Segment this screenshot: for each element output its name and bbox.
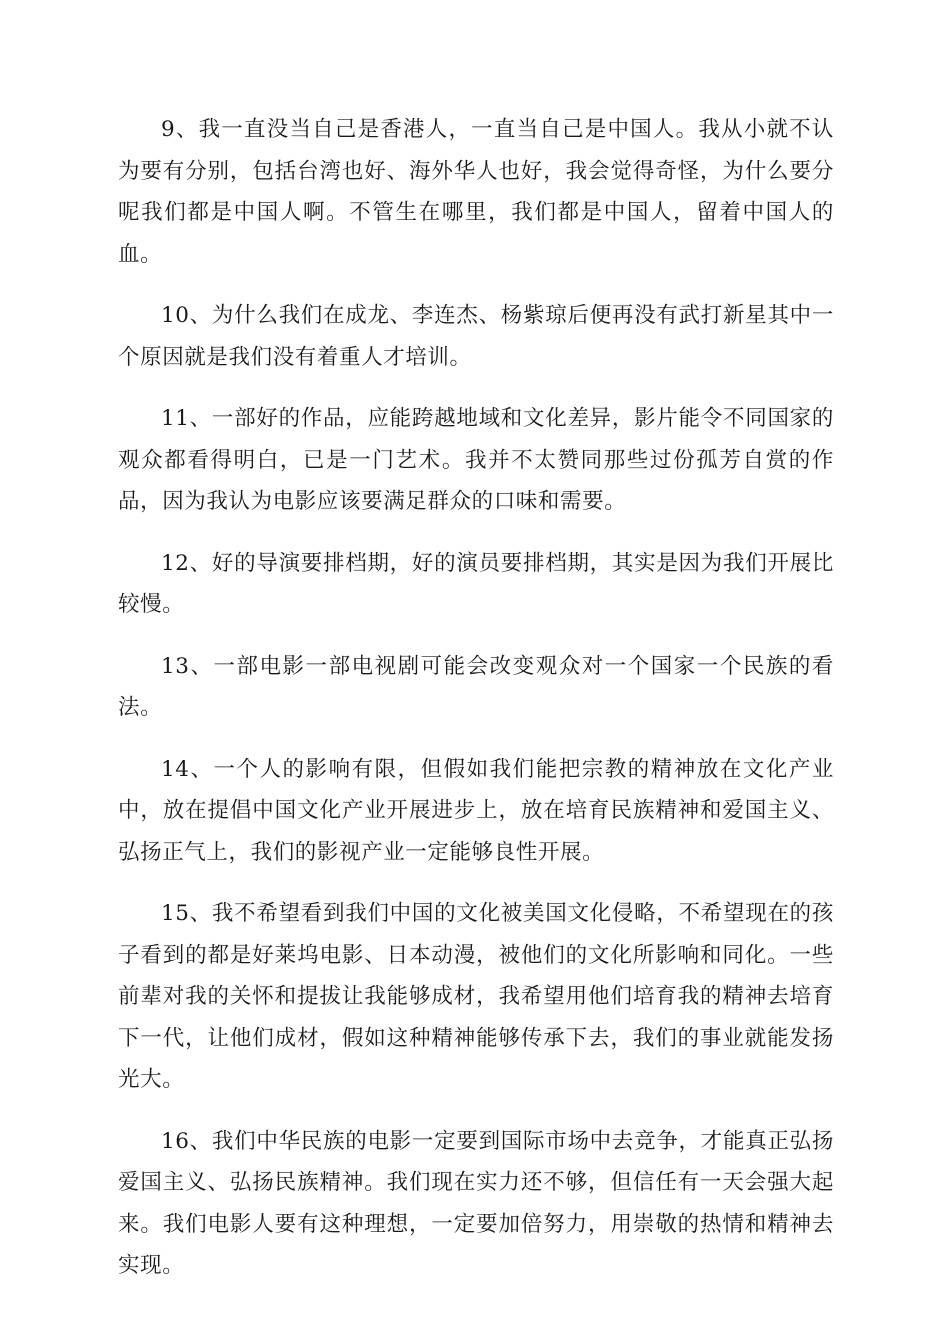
- paragraph-14: 14、一个人的影响有限，但假如我们能把宗教的精神放在文化产业中，放在提倡中国文化产业开展进步上，放在培育民族精神和爱国主义、弘扬正气上，我们的影视产业一定能够良性开展。: [118, 756, 834, 865]
- document-page: [118, 109, 834, 1307]
- paragraph-11: 11、一部好的作品，应能跨越地域和文化差异，影片能令不同国家的观众都看得明白，已是一门艺术。我并不太赞同那些过份孤芳自赏的作品，因为我认为电影应该要满足群众的口味和需要。: [118, 406, 834, 514]
- paragraph-12: 12、好的导演要排档期，好的演员要排档期，其实是因为我们开展比较慢。: [118, 550, 834, 617]
- paragraph-15: 15、我不希望看到我们中国的文化被美国文化侵略，不希望现在的孩子看到的都是好莱坞电影、日本动漫，被他们的文化所影响和同化。一些前辈对我的关怀和提拔让我能够成材，我希望用他们培育我的精神去培育下一代，让他们成材，假如这种精神能够传承下去，我们的事业就能发扬光大。: [118, 901, 834, 1092]
- paragraph-10: 10、为什么我们在成龙、李连杰、杨紫琼后便再没有武打新星其中一个原因就是我们没有着重人才培训。: [118, 303, 834, 370]
- paragraph-13: 13、一部电影一部电视剧可能会改变观众对一个国家一个民族的看法。: [118, 653, 834, 720]
- paragraph-16: 16、我们中华民族的电影一定要到国际市场中去竞争，才能真正弘扬爱国主义、弘扬民族精神。我们现在实力还不够，但信任有一天会强大起来。我们电影人要有这种理想，一定要加倍努力，用崇敬的热情和精神去实现。: [118, 1128, 834, 1278]
- paragraph-9: 9、我一直没当自己是香港人，一直当自己是中国人。我从小就不认为要有分别，包括台湾也好、海外华人也好，我会觉得奇怪，为什么要分呢我们都是中国人啊。不管生在哪里，我们都是中国人，留着中国人的血。: [118, 117, 834, 267]
